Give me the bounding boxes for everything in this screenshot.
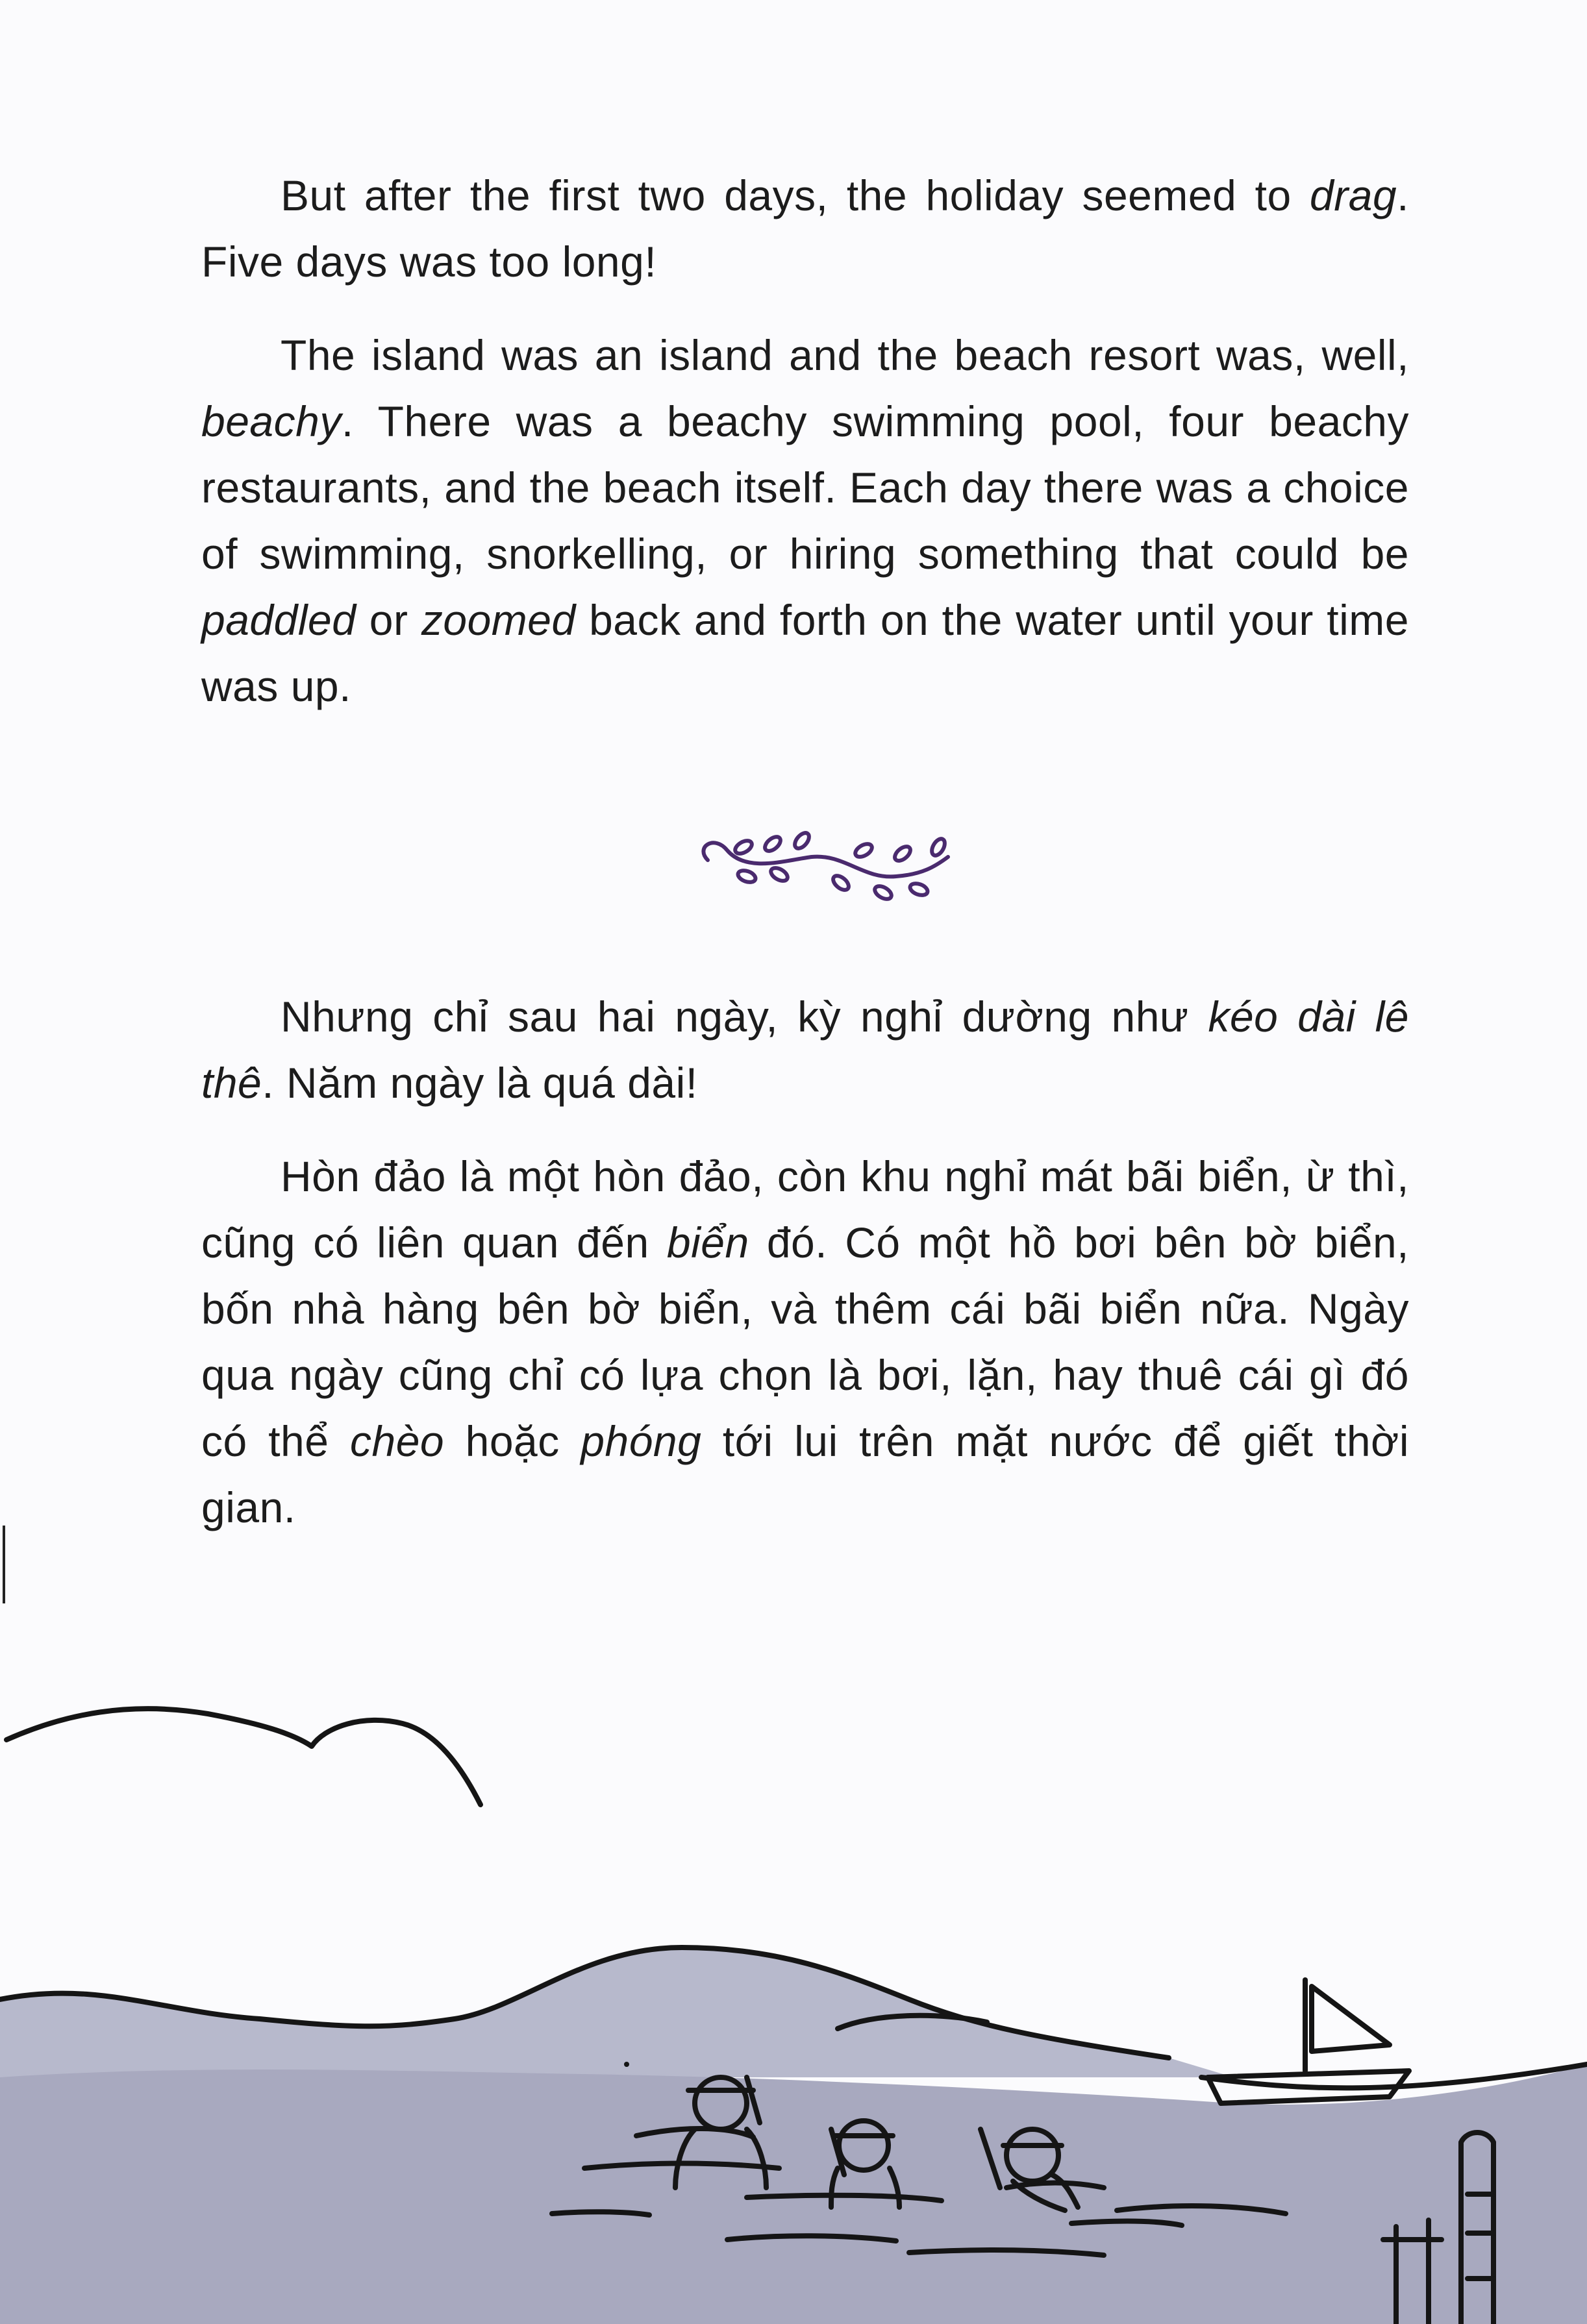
italic-word: zoomed: [421, 596, 576, 644]
boat-sail: [1312, 1986, 1390, 2051]
italic-word: kéo dài lê thê: [201, 993, 1410, 1107]
english-text: [201, 162, 1409, 747]
italic-word: beachy: [201, 397, 342, 445]
beach-snorkelers-illustration: [0, 1675, 1587, 2324]
vietnamese-paragraph-1: Nhưng chỉ sau hai ngày, kỳ nghỉ dường như kéo dài lê thê. Năm ngày là quá dài!: [201, 993, 1410, 1107]
vietnamese-paragraph-2: Hòn đảo là một hòn đảo, còn khu nghỉ mát bãi biển, ừ thì, cũng có liên quan đến biển đó. Có một hồ bơi bên bờ biển, bốn nhà hàng bên bờ biển, và thêm cái bãi biển nữa. Ngày qua ngày cũng chỉ có lựa chọn là bơi, lặn, hay thuê cái gì đó có thể chèo hoặc phóng tới lui trên mặt nước để giết thời gian.: [201, 1152, 1409, 1531]
cloud-outline: [6, 1709, 481, 1805]
vietnamese-text: [201, 983, 1409, 1568]
english-paragraph-1: But after the first two days, the holiday seemed to drag. Five days was too long!: [201, 171, 1409, 286]
page-edge-mark: [3, 1526, 5, 1603]
english-paragraph-2: The island was an island and the beach resort was, well, beachy. There was a beachy swimming pool, four beachy restaurants, and the beach itself. Each day there was a choice of swimming, snorkelling, or hiring something that could be paddled or zoomed back and forth on the water until your time was up.: [201, 331, 1409, 710]
italic-word: paddled: [201, 596, 356, 644]
italic-word: chèo: [350, 1417, 445, 1465]
vine-ornament-icon: [688, 821, 961, 912]
italic-word: phóng: [581, 1417, 702, 1465]
italic-word: drag: [1310, 171, 1397, 219]
hill-shape: [0, 1947, 1234, 2077]
italic-word: biển: [666, 1218, 749, 1267]
